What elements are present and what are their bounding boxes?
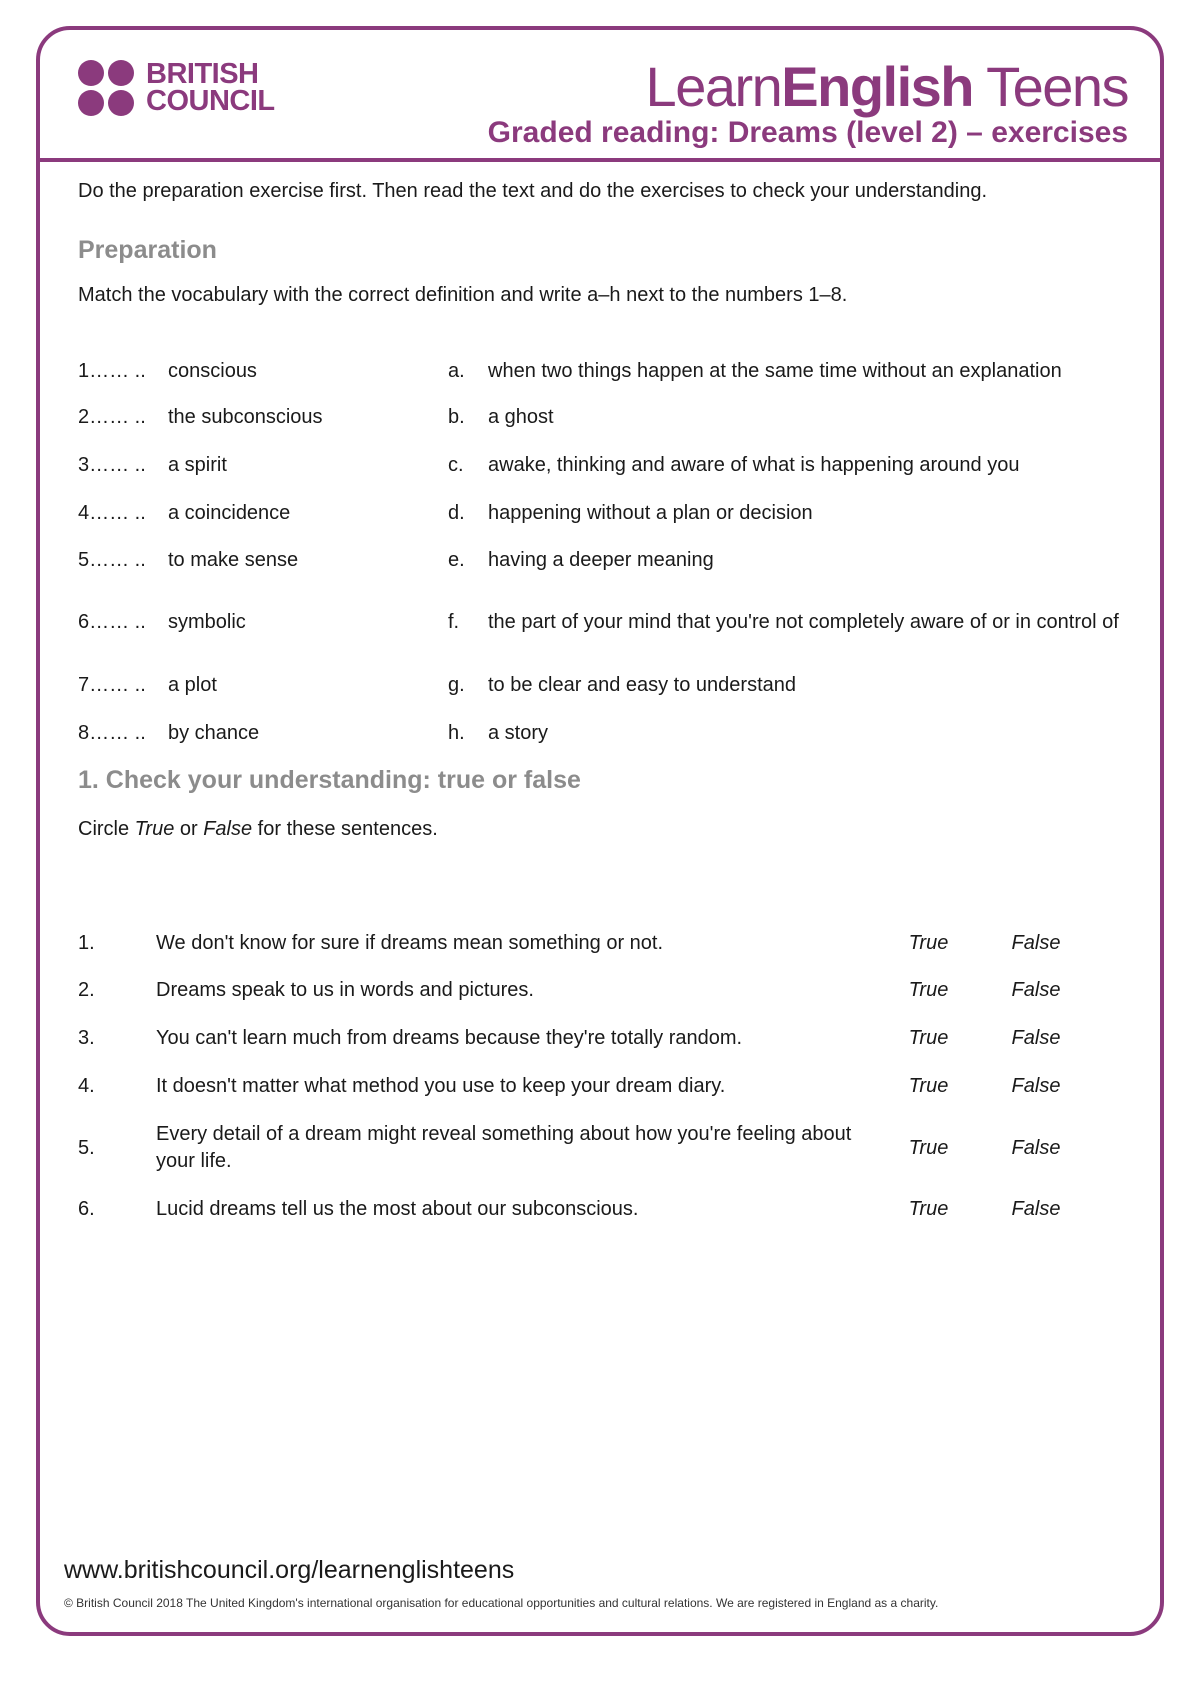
vocab-row [78, 670, 1138, 700]
false-option[interactable]: False [1011, 978, 1061, 1001]
true-false-row [78, 1118, 1128, 1178]
preparation-instruction: Match the vocabulary with the correct definition and write a–h next to the numbers 1–8. [78, 284, 848, 306]
vocab-row [78, 718, 1138, 748]
vocab-row [78, 356, 1138, 386]
preparation-heading: Preparation [78, 236, 217, 264]
vocab-row [78, 498, 1138, 528]
question-text: It doesn't matter what method you use to keep your dream diary. [156, 1074, 726, 1097]
false-option[interactable]: False [1011, 931, 1061, 954]
vocab-word: by chance [168, 721, 260, 744]
vocab-row [78, 402, 1138, 432]
question-text: You can't learn much from dreams because they're totally random. [156, 1026, 743, 1049]
vocab-number[interactable]: 3…… .. [78, 453, 146, 476]
question-number: 6. [78, 1197, 95, 1220]
header-divider [36, 158, 1164, 162]
definition-letter: h. [448, 721, 465, 744]
definition-text: happening without a plan or decision [488, 501, 813, 524]
question-number: 3. [78, 1026, 95, 1049]
exercise1-instruction: Circle True or False for these sentences. [78, 818, 438, 840]
vocab-word: the subconscious [168, 405, 323, 428]
definition-text: to be clear and easy to understand [488, 673, 796, 696]
true-option[interactable]: True [908, 1026, 949, 1049]
question-number: 2. [78, 978, 95, 1001]
definition-letter: e. [448, 548, 465, 571]
false-option[interactable]: False [1011, 1074, 1061, 1097]
vocab-word: a plot [168, 673, 217, 696]
question-number: 5. [78, 1136, 95, 1159]
definition-letter: f. [448, 610, 460, 633]
vocab-number[interactable]: 6…… .. [78, 610, 146, 633]
definition-letter: d. [448, 501, 465, 524]
vocab-row [78, 592, 1138, 652]
vocab-number[interactable]: 7…… .. [78, 673, 146, 696]
false-option[interactable]: False [1011, 1026, 1061, 1049]
question-number: 1. [78, 931, 95, 954]
vocab-number[interactable]: 1…… .. [78, 359, 146, 382]
learnenglish-teens-logo: LearnEnglish Teens [645, 55, 1128, 118]
vocab-number[interactable]: 4…… .. [78, 501, 146, 524]
true-false-row [78, 1194, 1128, 1224]
true-option[interactable]: True [908, 1136, 949, 1159]
british-council-dots-icon [78, 60, 134, 116]
vocab-word: a coincidence [168, 501, 291, 524]
false-option[interactable]: False [1011, 1197, 1061, 1220]
vocab-number[interactable]: 8…… .. [78, 721, 146, 744]
definition-text: the part of your mind that you're not completely aware of or in control of [488, 610, 1119, 633]
true-option[interactable]: True [908, 978, 949, 1001]
true-option[interactable]: True [908, 1197, 949, 1220]
vocab-number[interactable]: 5…… .. [78, 548, 146, 571]
definition-letter: c. [448, 453, 464, 476]
exercise1-heading: 1. Check your understanding: true or false [78, 766, 581, 794]
question-text: Every detail of a dream might reveal something about how you're feeling about your life. [156, 1123, 852, 1172]
true-option[interactable]: True [908, 1074, 949, 1097]
definition-text: having a deeper meaning [488, 548, 714, 571]
definition-letter: a. [448, 359, 465, 382]
vocab-number[interactable]: 2…… .. [78, 405, 146, 428]
definition-text: a ghost [488, 405, 554, 428]
true-false-row [78, 975, 1128, 1005]
question-text: Lucid dreams tell us the most about our subconscious. [156, 1197, 639, 1220]
true-false-row [78, 1071, 1128, 1101]
true-option[interactable]: True [908, 931, 949, 954]
intro-text: Do the preparation exercise first. Then read the text and do the exercises to check your understanding. [78, 180, 988, 202]
page-title: Graded reading: Dreams (level 2) – exercises [487, 116, 1128, 149]
british-council-logo [78, 60, 275, 116]
vocab-word: to make sense [168, 548, 299, 571]
question-text: We don't know for sure if dreams mean something or not. [156, 931, 664, 954]
vocab-row [78, 450, 1138, 480]
definition-text: when two things happen at the same time without an explanation [488, 359, 1062, 382]
definition-text: awake, thinking and aware of what is happening around you [488, 453, 1020, 476]
question-text: Dreams speak to us in words and pictures. [156, 978, 534, 1001]
footer-url[interactable]: www.britishcouncil.org/learnenglishteens [64, 1556, 515, 1584]
question-number: 4. [78, 1074, 95, 1097]
british-council-wordmark: BRITISH COUNCIL [146, 58, 275, 117]
definition-text: a story [488, 721, 549, 744]
true-false-row [78, 1023, 1128, 1053]
vocab-row [78, 545, 1138, 575]
vocab-word: symbolic [168, 610, 246, 633]
footer-copyright: © British Council 2018 The United Kingdom's international organisation for educational opportunities and cultural relations. We are registered in England as a charity. [64, 1596, 939, 1610]
definition-letter: g. [448, 673, 465, 696]
false-option[interactable]: False [1011, 1136, 1061, 1159]
true-false-row [78, 928, 1128, 958]
definition-letter: b. [448, 405, 465, 428]
vocab-word: conscious [168, 359, 257, 382]
vocab-word: a spirit [168, 453, 227, 476]
